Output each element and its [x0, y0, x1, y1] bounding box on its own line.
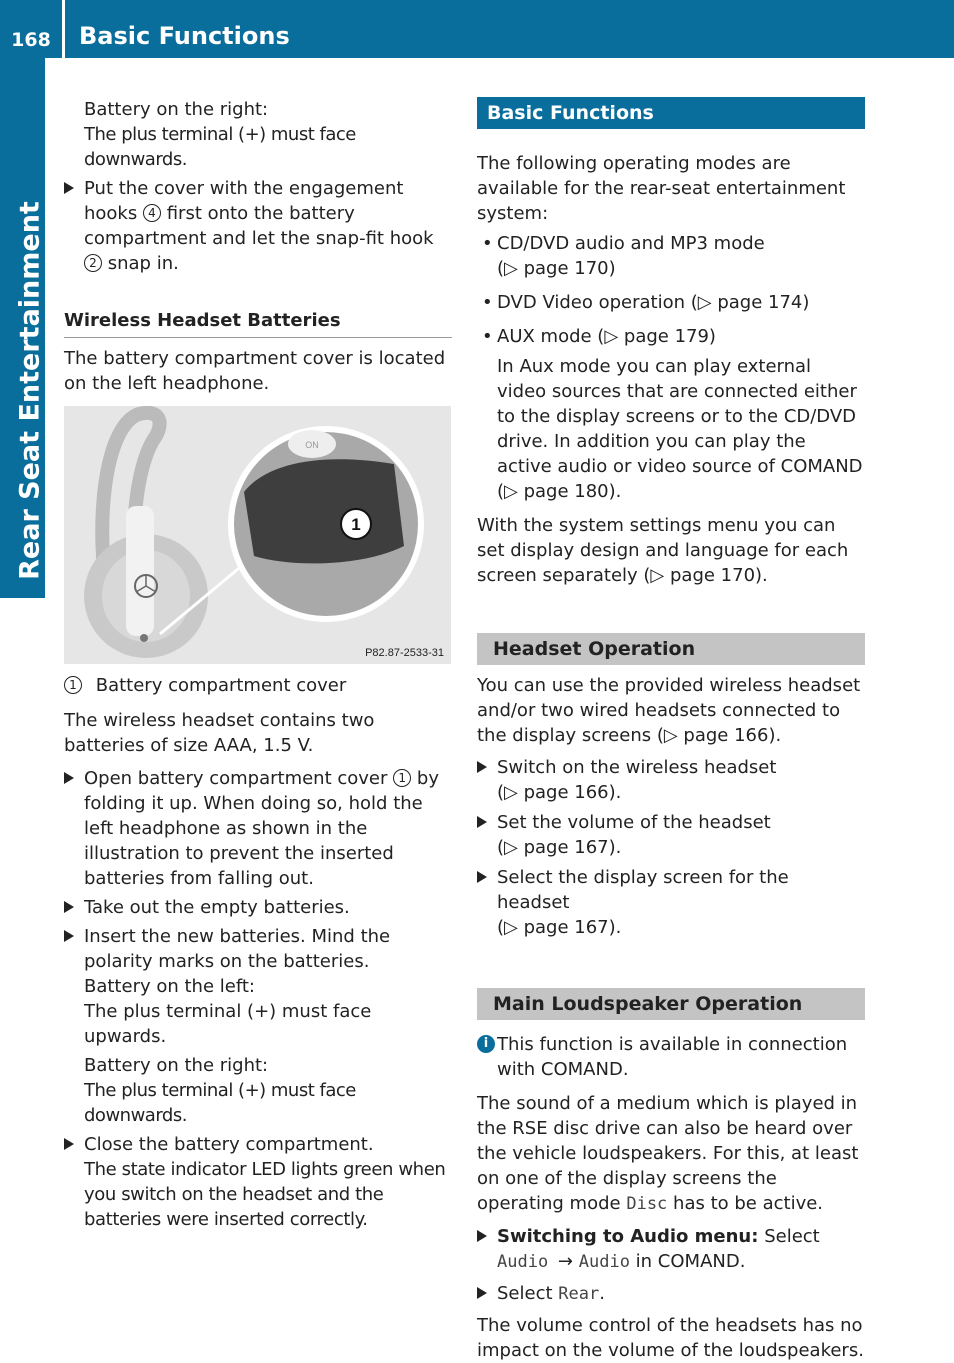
step-switch-headset: Switch on the wireless headset (▷ page 166).	[477, 755, 865, 805]
header-divider	[62, 0, 65, 58]
step-select-screen: Select the display screen for the headset (▷ page 167).	[477, 865, 865, 940]
callout-2-icon: 2	[84, 254, 102, 272]
figure-button-label: ON	[305, 440, 319, 450]
step-cover: Put the cover with the engagement hooks 4 first onto the battery compartment and let the snap-fit hook 2 snap in.	[64, 176, 452, 276]
headphone-drawing	[64, 406, 451, 664]
heading-basic-functions: Basic Functions	[477, 97, 865, 129]
page-title: Basic Functions	[79, 22, 290, 50]
volume-note: The volume control of the headsets has no impact on the volume of the loudspeakers.	[477, 1315, 864, 1361]
right-column	[477, 97, 865, 1363]
step-arrow-icon	[64, 930, 74, 942]
step-arrow-icon	[477, 1287, 487, 1299]
figure-caption: 1 Battery compartment cover	[64, 673, 452, 698]
side-tab-label: Rear Seat Entertainment	[14, 201, 46, 580]
mode-item: • AUX mode (▷ page 179) In Aux mode you can play external video sources that are connected either to the display screens or to the CD/DVD drive. In addition you can play the active audio or video source of COMAND (▷ page 180).	[482, 326, 863, 502]
callout-1-icon: 1	[393, 769, 411, 787]
step-arrow-icon	[64, 182, 74, 194]
step-arrow-icon	[477, 871, 487, 883]
batteries-text: The wireless headset contains two batteries of size AAA, 1.5 V.	[64, 710, 375, 756]
step-arrow-icon	[477, 816, 487, 828]
mode-item: • DVD Video operation (▷ page 174)	[482, 292, 810, 313]
battery-right-text: The plus terminal (+) must face downwards.	[84, 124, 356, 170]
info-note: i This function is available in connection with COMAND.	[477, 1032, 865, 1082]
step-arrow-icon	[477, 761, 487, 773]
callout-1-icon: 1	[64, 676, 82, 694]
mode-item: • CD/DVD audio and MP3 mode (▷ page 170)	[482, 233, 765, 279]
modes-intro: The following operating modes are available for the rear-seat entertainment system:	[477, 153, 846, 224]
callout-4-icon: 4	[143, 204, 161, 222]
settings-text: With the system settings menu you can set display design and language for each screen separately (▷ page 170).	[477, 515, 849, 586]
step-switch-audio: Switching to Audio menu: Select Audio → Audio in COMAND.	[477, 1224, 865, 1275]
headphone-illustration	[64, 406, 451, 664]
page-number: 168	[11, 29, 51, 51]
figure-callout: 1	[351, 515, 361, 534]
left-column	[64, 97, 452, 1232]
figure-code: P82.87-2533-31	[365, 647, 444, 659]
step-set-volume: Set the volume of the headset (▷ page 167).	[477, 810, 865, 860]
step-arrow-icon	[64, 901, 74, 913]
step-remove-batteries: Take out the empty batteries.	[64, 895, 452, 920]
heading-main-loudspeaker: Main Loudspeaker Operation	[477, 988, 865, 1020]
section-subheading: Wireless Headset Batteries	[64, 308, 452, 338]
step-arrow-icon	[477, 1230, 487, 1242]
step-insert-batteries: Insert the new batteries. Mind the polarity marks on the batteries. Battery on the left: The plus terminal (+) must face upwards. Battery on the right: The plus terminal (+) must face downwards.	[64, 924, 452, 1128]
battery-right-label: Battery on the right:	[84, 99, 269, 120]
step-select-rear: Select Rear.	[477, 1281, 865, 1307]
step-arrow-icon	[64, 772, 74, 784]
heading-headset-operation: Headset Operation	[477, 633, 865, 665]
step-arrow-icon	[64, 1138, 74, 1150]
intro-text: The battery compartment cover is located on the left headphone.	[64, 348, 446, 394]
headset-intro: You can use the provided wireless headset and/or two wired headsets connected to the display screens (▷ page 166).	[477, 675, 861, 746]
info-icon: i	[477, 1035, 495, 1053]
sound-text: The sound of a medium which is played in the RSE disc drive can also be heard over the vehicle loudspeakers. For this, at least on one of the display screens the operating mode Disc has to be active.	[477, 1093, 859, 1214]
step-open-cover: Open battery compartment cover 1 by folding it up. When doing so, hold the left headphone as shown in the illustration to prevent the inserted batteries from falling out.	[64, 766, 452, 891]
step-close-compartment: Close the battery compartment. The state indicator LED lights green when you switch on the headset and the batteries were inserted correctly.	[64, 1132, 452, 1232]
